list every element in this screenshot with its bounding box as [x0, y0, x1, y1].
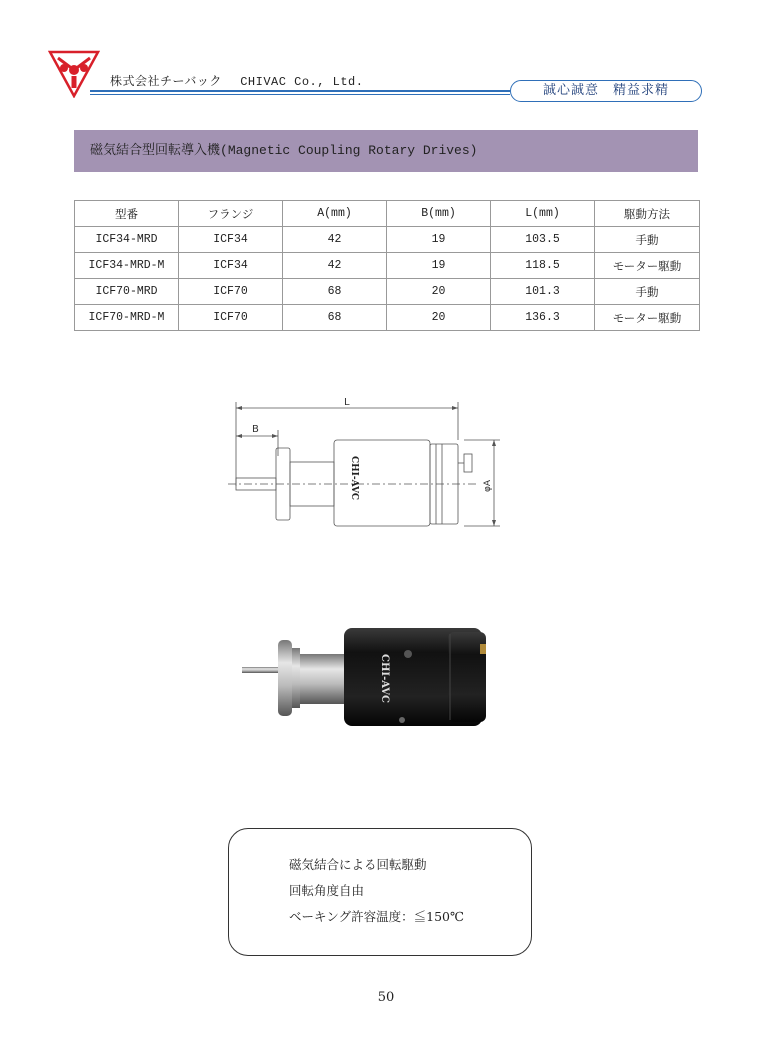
header-rule [90, 90, 510, 92]
cell-model: ICF70-MRD-M [75, 305, 179, 331]
cell-l: 101.3 [491, 279, 595, 305]
table-row [75, 227, 700, 253]
table-header-row [75, 201, 700, 227]
cell-flange: ICF34 [179, 227, 283, 253]
cell-l: 118.5 [491, 253, 595, 279]
cell-a: 68 [283, 279, 387, 305]
header-model: 型番 [75, 201, 179, 227]
feature-item: 回転角度自由 [289, 883, 365, 898]
motto-badge: 誠心誠意 精益求精 [510, 80, 702, 102]
header-drive: 駆動方法 [595, 201, 700, 227]
product-photo [236, 620, 496, 730]
cell-drive: モーター駆動 [595, 305, 700, 331]
cell-b: 19 [387, 227, 491, 253]
cell-l: 136.3 [491, 305, 595, 331]
label-l: L [344, 397, 350, 408]
photo-brand: CHI-AVC [379, 654, 390, 703]
page-number: 50 [377, 990, 395, 1005]
features-box [228, 828, 532, 956]
cell-b: 20 [387, 305, 491, 331]
table-row [75, 253, 700, 279]
cell-a: 68 [283, 305, 387, 331]
header-a: A(mm) [283, 201, 387, 227]
cell-drive: 手動 [595, 227, 700, 253]
cell-a: 42 [283, 253, 387, 279]
header-flange: フランジ [179, 201, 283, 227]
drawing-brand: CHI-AVC [349, 456, 359, 501]
cell-model: ICF70-MRD [75, 279, 179, 305]
banner-title-ja: 磁気結合型回転導入機 [90, 143, 221, 158]
feature-item: 磁気結合による回転駆動 [289, 857, 427, 872]
cell-model: ICF34-MRD-M [75, 253, 179, 279]
cell-drive: 手動 [595, 279, 700, 305]
cell-flange: ICF34 [179, 253, 283, 279]
cell-l: 103.5 [491, 227, 595, 253]
label-b: B [252, 424, 259, 435]
spec-table [74, 200, 700, 331]
banner-title-en: (Magnetic Coupling Rotary Drives) [220, 143, 478, 158]
section-banner [74, 130, 698, 172]
dimension-drawing [224, 396, 504, 541]
table-row [75, 305, 700, 331]
header-l: L(mm) [491, 201, 595, 227]
cell-b: 20 [387, 279, 491, 305]
label-a: φA [483, 479, 493, 492]
header-rule-thin [90, 94, 510, 95]
company-name-en: CHIVAC Co., Ltd. [240, 75, 364, 89]
cell-b: 19 [387, 253, 491, 279]
cell-flange: ICF70 [179, 279, 283, 305]
cell-a: 42 [283, 227, 387, 253]
header-b: B(mm) [387, 201, 491, 227]
cell-flange: ICF70 [179, 305, 283, 331]
cell-model: ICF34-MRD [75, 227, 179, 253]
table-row [75, 279, 700, 305]
feature-item: ベーキング許容温度：≦150℃ [289, 909, 464, 924]
company-name-ja: 株式会社チーバック [110, 74, 222, 88]
cell-drive: モーター駆動 [595, 253, 700, 279]
company-name [110, 72, 363, 89]
